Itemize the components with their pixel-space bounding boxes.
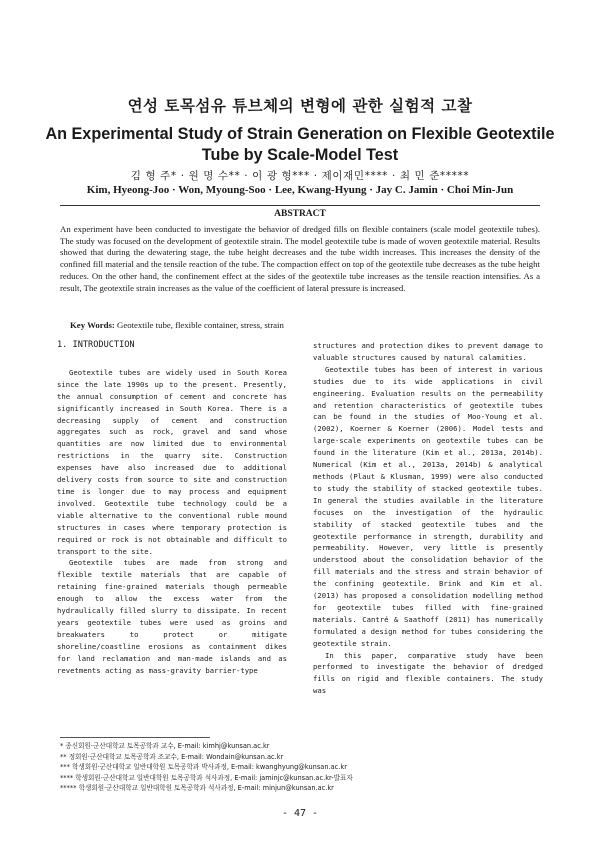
footnote: **** 학생회원·군산대학교 일반대학원 토목공학과 석사과정, E-mail: jaminjc@kunsan.ac.kr-발표자 bbox=[60, 773, 353, 782]
footnote-rule bbox=[60, 737, 210, 738]
right-column bbox=[313, 340, 543, 697]
footnotes bbox=[60, 741, 550, 794]
english-title: An Experimental Study of Strain Generation on Flexible Geotextile Tube by Scale-Model Test bbox=[45, 125, 555, 164]
footnote: ***** 학생회원·군산대학교 일반대학원 토목공학과 석사과정, E-mail: minjun@kunsan.ac.kr bbox=[60, 784, 334, 793]
korean-authors: 김 형 주* · 원 명 수** · 이 광 형*** · 제이재민**** · 최 민 준***** bbox=[130, 170, 470, 182]
paragraph: Geotextile tubes are widely used in South Korea since the late 1990s up to the present. Presently, the annual consumption of cement and concrete has significantly increased in South Korea. There is a decreasing supply of cement and construction aggregates such as rock, gravel and sand whose quantities are now limited due to environmental restrictions in the quarry site. Construction expenses have also increased due to additional delivery costs from source to site and construction time is longer due to may process and equipment involved. Geotextile tube technology could be a viable alternative to the conventional ruble mound structures in cases where temporary protection is required or rock is not obtainable and difficult to transport to the site. bbox=[57, 367, 287, 556]
paragraph: Geotextile tubes has been of interest in various studies due to its wide applications in civil engineering. Evaluation results on the permeability and retention characteristics of geotextile tubes can be found in the studies of Moo-Young et al. (2002), Koerner & Koerner (2006). Model tests and large-scale experiments on geotextile tubes can be found in the literature (Kim et al., 2013a, 2014b). Numerical (Kim et al., 2013a, 2014b) & analytical methods (Plaut & Klusman, 1999) were also conducted to study the stability of stacked geotextile tubes. In general the studies available in the literature focuses on the investigation of the hydraulic stability of stacked geotextile tubes and the geotextile performance in strength, durability and permeability. However, very little is presently understood about the consolidation behavior of the fill materials and the stress and strain behavior of the confining geotextile. Brink and Kim et al. (2013) has proposed a consolidation modelling method for geotextile tubes filled with fine-grained materials. Cantré & Saathoff (2011) has numerically formulated a design method for tubes considering the geotextile strain. bbox=[313, 364, 543, 648]
paragraph: Geotextile tubes are made from strong and flexible textile materials that are capable of retaining fine-grained materials though permeable enough to allow the excess water from the hydraulically filled slurry to dissipate. In recent years geotextile tubes were used as groins and breakwaters to protect or mitigate shoreline/coastline erosions as containment dikes for land reclamation and man-made islands and as revetments acting as mass-gravity barrier-type bbox=[57, 558, 287, 675]
keywords-line bbox=[70, 320, 540, 330]
abstract-heading: ABSTRACT bbox=[274, 209, 326, 219]
keywords-text: Geotextile tube, flexible container, stress, strain bbox=[117, 320, 284, 330]
footnote: ** 정회원·군산대학교 토목공학과 조교수, E-mail: Wondain@kunsan.ac.kr bbox=[60, 752, 284, 761]
abstract-text: An experiment have been conducted to investigate the behavior of dredged fills on flexible containers (scale model geotextile tubes). The study was focused on the development of geotextile strain. The model geotextile tube is made of woven geotextile material. Results showed that during the dewatering stage, the tube height decreases and the tube width increases. This increases the density of the confined fill material and the tensile reaction of the tube. The compaction effect on top of the geotextile tube decreases as the tube height reduces. On the other hand, the confinement effect at the sides of the geotextile tube increases as the tensile reaction intensifies. As a result, The geotextile strain increases as the value of the coefficient of lateral pressure is increased. bbox=[60, 224, 540, 293]
section-heading-introduction: 1. INTRODUCTION bbox=[57, 340, 135, 350]
paragraph: structures and protection dikes to prevent damage to valuable structures caused by natural calamities. bbox=[313, 341, 543, 362]
page-number: - 47 - bbox=[281, 808, 319, 819]
footnote: * 종신회원·군산대학교 토목공학과 교수, E-mail: kimhj@kunsan.ac.kr bbox=[60, 742, 270, 750]
paragraph: In this paper, comparative study have been performed to investigate the behavior of dredged fills on rigid and flexible containers. The study was bbox=[313, 650, 543, 696]
keywords-label: Key Words: bbox=[70, 320, 115, 330]
english-authors: Kim, Hyeong-Joo · Won, Myoung-Soo · Lee, Kwang-Hyung · Jay C. Jamin · Choi Min-Jun bbox=[86, 184, 514, 196]
abstract-top-rule bbox=[60, 205, 540, 206]
korean-title: 연성 토목섬유 튜브체의 변형에 관한 실험적 고찰 bbox=[127, 97, 473, 115]
footnote: *** 학생회원·군산대학교 일반대학원 토목공학과 박사과정, E-mail: kwanghyung@kunsan.ac.kr bbox=[60, 763, 347, 772]
left-column bbox=[57, 340, 287, 676]
